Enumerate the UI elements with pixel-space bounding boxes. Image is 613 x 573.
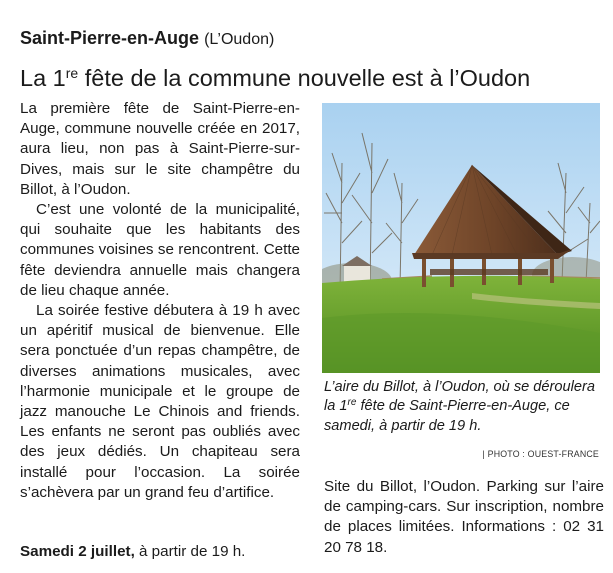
event-time: à partir de 19 h. [134,543,246,560]
article-headline [20,63,530,93]
caption-start: L’aire du Billot, à l’Oudon, où se déroulera la 1 [324,379,595,415]
caption-ordinal-suffix: re [347,397,357,409]
photo-caption [324,378,604,436]
pavilion-photo-illustration [322,103,600,373]
article-body [20,99,300,503]
headline-start: La 1 [20,65,66,91]
body-paragraph-3: La soirée festive débutera à 19 h avec un apéritif musical de bienvenue. Elle sera ponctuée d’un repas champêtre, de diverses animations musicales, avec l’harmonie municipale et le groupe de jazz manouche Le Chinois and friends. Les enfants ne seront pas oubliés avec des jeux dédiés. Un chapiteau sera installé pour l’occasion. La soirée s’achèvera par un grand feu d’artifice. [20,302,300,501]
headline-end: fête de la commune nouvelle est à l’Oudon [78,65,531,91]
dateline-town: Saint-Pierre-en-Auge [20,28,200,48]
body-paragraph-1: La première fête de Saint-Pierre-en-Auge, commune nouvelle créée en 2017, aura lieu, non pas à Saint-Pierre-sur-Dives, mais sur le site champêtre du Billot, à l’Oudon. [20,100,300,198]
caption-end: fête de Saint-Pierre-en-Auge, ce samedi, à partir de 19 h. [324,398,570,434]
pavilion-photo [322,103,600,373]
event-date: Samedi 2 juillet, [20,543,135,560]
photo-credit: | PHOTO : OUEST-FRANCE [482,449,599,459]
headline-ordinal-suffix: re [65,65,79,81]
event-date-line [20,542,302,562]
dateline-place: (L’Oudon) [204,31,275,48]
body-paragraph-2: C’est une volonté de la municipalité, qui souhaite que les habitants des communes voisines se rencontrent. Cette fête deviendra annuelle mais changera de lieu chaque année. [20,201,300,299]
dateline [20,27,274,51]
practical-info: Site du Billot, l’Oudon. Parking sur l’aire de camping-cars. Sur inscription, nombre de places limitées. Informations : 02 31 20 78 18. [324,478,604,556]
